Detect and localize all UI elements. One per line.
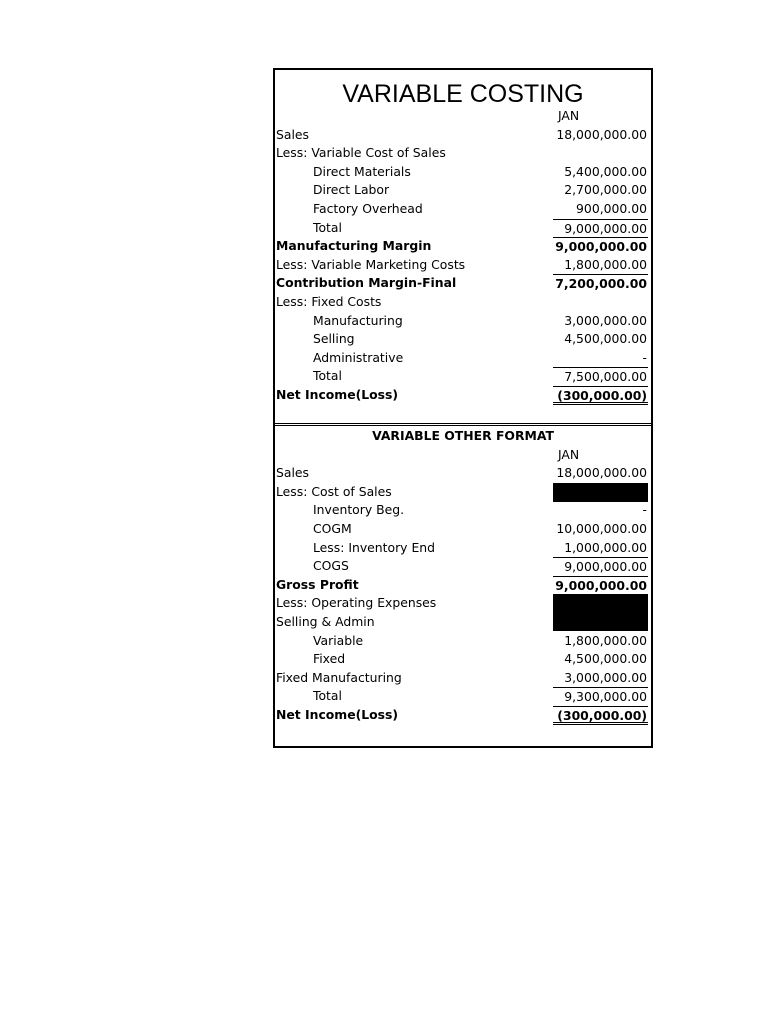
- row-label: Total: [313, 688, 342, 704]
- row-label: Less: Inventory End: [313, 539, 436, 555]
- section-heading: [275, 427, 651, 446]
- row-label: Sales: [276, 126, 309, 142]
- statement-row: [275, 219, 651, 238]
- row-amount: 7,200,000.00: [553, 274, 648, 293]
- statement-row: [275, 539, 651, 558]
- statement-row: [275, 386, 651, 405]
- statement-row: [275, 520, 651, 539]
- row-label: Direct Labor: [313, 182, 390, 198]
- row-label: Administrative: [313, 349, 404, 365]
- column-header-jan: JAN: [558, 108, 580, 123]
- row-label: Contribution Margin-Final: [276, 275, 457, 291]
- variable-costing-section: [275, 107, 651, 405]
- statement-row: [275, 650, 651, 669]
- statement-row: [275, 237, 651, 256]
- row-amount: 5,400,000.00: [564, 163, 647, 179]
- statement-row: [275, 367, 651, 386]
- row-amount: (300,000.00): [553, 386, 648, 405]
- row-label: Less: Fixed Costs: [276, 293, 382, 309]
- row-amount: 1,800,000.00: [564, 632, 647, 648]
- row-label: Factory Overhead: [313, 200, 423, 216]
- row-label: Variable: [313, 632, 364, 648]
- row-amount: (300,000.00): [553, 706, 648, 725]
- row-label: Less: Operating Expenses: [276, 595, 437, 611]
- section-divider: [275, 423, 651, 426]
- row-label: Manufacturing Margin: [276, 238, 432, 254]
- row-amount: [553, 293, 648, 312]
- row-amount: 3,000,000.00: [564, 312, 647, 328]
- row-label: Less: Variable Marketing Costs: [276, 256, 466, 272]
- statement-row: [275, 256, 651, 275]
- statement-row: [275, 594, 651, 613]
- statement-row: [275, 181, 651, 200]
- statement-row: [275, 312, 651, 331]
- row-amount: 4,500,000.00: [564, 651, 647, 667]
- row-label: Gross Profit: [276, 576, 359, 592]
- row-amount: [553, 483, 648, 502]
- row-label: Less: Variable Cost of Sales: [276, 145, 446, 161]
- column-header-row: [275, 446, 651, 465]
- row-amount: 4,500,000.00: [564, 331, 647, 347]
- statement-row: [275, 464, 651, 483]
- row-label: COGM: [313, 520, 352, 536]
- variable-costing-sheet: [273, 68, 653, 748]
- row-label: Selling: [313, 331, 355, 347]
- row-amount: 7,500,000.00: [553, 367, 648, 386]
- statement-row: [275, 483, 651, 502]
- row-label: COGS: [313, 558, 349, 574]
- row-amount: 18,000,000.00: [556, 126, 647, 142]
- statement-row: [275, 557, 651, 576]
- statement-row: [275, 706, 651, 725]
- row-label: Net Income(Loss): [276, 386, 399, 402]
- row-amount: 1,800,000.00: [564, 256, 647, 272]
- row-label: Net Income(Loss): [276, 706, 399, 722]
- row-amount: [553, 144, 648, 163]
- row-label: Fixed Manufacturing: [276, 669, 402, 685]
- statement-row: [275, 687, 651, 706]
- row-amount: 2,700,000.00: [564, 182, 647, 198]
- row-amount: 9,000,000.00: [553, 237, 648, 256]
- statement-row: [275, 613, 651, 632]
- statement-row: [275, 501, 651, 520]
- statement-row: [275, 330, 651, 349]
- row-label: Inventory Beg.: [313, 502, 405, 518]
- row-amount: 10,000,000.00: [556, 520, 647, 536]
- section-heading-label: VARIABLE OTHER FORMAT: [372, 428, 554, 443]
- statement-row: [275, 200, 651, 219]
- statement-row: [275, 632, 651, 651]
- row-amount: 9,000,000.00: [553, 557, 648, 576]
- row-label: Direct Materials: [313, 163, 411, 179]
- page-title: VARIABLE COSTING: [342, 80, 584, 108]
- row-label: Total: [313, 219, 342, 235]
- row-amount: 18,000,000.00: [556, 465, 647, 481]
- row-amount: [553, 427, 648, 446]
- row-amount: 1,000,000.00: [564, 539, 647, 555]
- row-label: Less: Cost of Sales: [276, 483, 392, 499]
- statement-row: [275, 144, 651, 163]
- statement-row: [275, 274, 651, 293]
- row-amount: 9,300,000.00: [553, 687, 648, 706]
- statement-row: [275, 163, 651, 182]
- row-label: Total: [313, 368, 342, 384]
- column-header-row: [275, 107, 651, 126]
- row-amount: -: [642, 349, 647, 365]
- row-amount: 3,000,000.00: [564, 669, 647, 685]
- row-label: Fixed: [313, 651, 346, 667]
- row-amount: 900,000.00: [576, 200, 647, 216]
- row-amount: 9,000,000.00: [553, 576, 648, 595]
- row-amount: 9,000,000.00: [553, 219, 648, 238]
- statement-row: [275, 349, 651, 368]
- statement-row: [275, 126, 651, 145]
- variable-other-format-section: [275, 427, 651, 725]
- row-label: Manufacturing: [313, 312, 403, 328]
- row-amount: -: [642, 502, 647, 518]
- column-header-jan: JAN: [558, 446, 580, 462]
- statement-row: [275, 576, 651, 595]
- row-label: Sales: [276, 465, 309, 481]
- row-amount: [553, 613, 648, 632]
- row-label: Selling & Admin: [276, 613, 375, 629]
- statement-row: [275, 669, 651, 688]
- statement-row: [275, 293, 651, 312]
